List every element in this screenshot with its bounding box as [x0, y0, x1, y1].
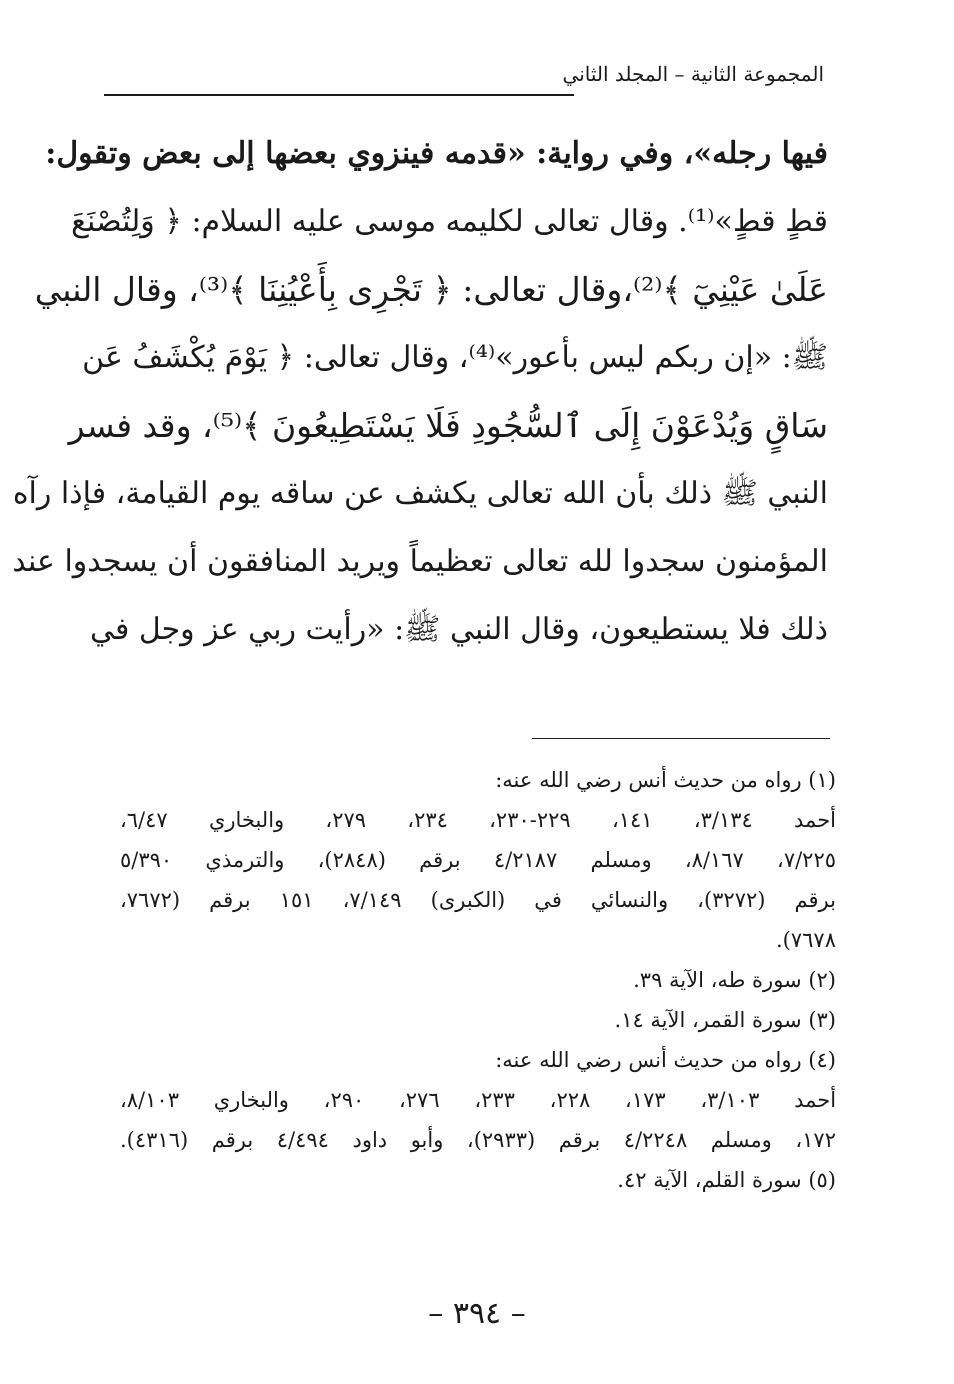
- footnote-line: (٤) رواه من حديث أنس رضي الله عنه:: [495, 1048, 836, 1072]
- main-text: [12, 120, 828, 664]
- footnote-line: أحمد ٣/١٠٣، ١٧٣، ٢٢٨، ٢٣٣، ٢٧٦، ٢٩٠، والبخاري ٨/١٠٣،: [120, 1088, 837, 1112]
- footnote-line: (١) رواه من حديث أنس رضي الله عنه:: [495, 768, 836, 792]
- body-line: عَلَىٰ عَيْنِيٓ ﴾⁽²⁾،وقال تعالى: ﴿ تَجْرِى بِأَعْيُنِنَا ﴾⁽³⁾، وقال النبي: [34, 270, 828, 309]
- footnote-line: (٢) سورة طه، الآية ٣٩.: [633, 968, 836, 992]
- body-line: قطٍ قطٍ»⁽¹⁾. وقال تعالى لكليمه موسى عليه السلام: ﴿ وَلِتُصْنَعَ: [71, 204, 828, 239]
- footnote-line: ٧٦٧٨).: [776, 928, 836, 952]
- running-header: [104, 60, 824, 100]
- header-rule: [104, 94, 574, 96]
- footnotes: [120, 760, 836, 1200]
- body-line: المؤمنون سجدوا لله تعالى تعظيماً ويريد المنافقون أن يسجدوا عند: [12, 544, 828, 579]
- footnote-line: ٧/٢٢٥، ٨/١٦٧، ومسلم ٤/٢١٨٧ برقم (٢٨٤٨)، والترمذي ٥/٣٩٠: [120, 848, 837, 872]
- header-title: المجموعة الثانية – المجلد الثاني: [562, 62, 824, 86]
- body-line: سَاقٍ وَيُدْعَوْنَ إِلَى ٱلسُّجُودِ فَلَا يَسْتَطِيعُونَ ﴾⁽⁵⁾، وقد فسر: [68, 406, 828, 445]
- footnote-separator: [532, 738, 830, 739]
- body-line: النبي ﷺ ذلك بأن الله تعالى يكشف عن ساقه يوم القيامة، فإذا رآه: [12, 476, 828, 511]
- footnote-line: أحمد ٣/١٣٤، ١٤١، ٢٢٩-٢٣٠، ٢٣٤، ٢٧٩، والبخاري ٦/٤٧،: [120, 808, 837, 832]
- body-line: فيها رجله»، وفي رواية: «قدمه فينزوي بعضها إلى بعض وتقول:: [45, 136, 828, 171]
- page-number: – ٣٩٤ –: [428, 1296, 526, 1331]
- footnote-line: برقم (٣٢٧٢)، والنسائي في (الكبرى) ٧/١٤٩، ١٥١ برقم (٧٦٧٢،: [120, 888, 836, 912]
- footnote-line: (٣) سورة القمر، الآية ١٤.: [614, 1008, 836, 1032]
- footnote-line: ١٧٢، ومسلم ٤/٢٢٤٨ برقم (٢٩٣٣)، وأبو داود ٤/٤٩٤ برقم (٤٣١٦).: [120, 1128, 836, 1152]
- body-line: ذلك فلا يستطيعون، وقال النبي ﷺ: «رأيت ربي عز وجل في: [90, 612, 828, 647]
- footnote-line: (٥) سورة القلم، الآية ٤٢.: [617, 1168, 836, 1192]
- body-line: ﷺ: «إن ربكم ليس بأعور»⁽⁴⁾، وقال تعالى: ﴿ يَوْمَ يُكْشَفُ عَن: [82, 340, 828, 375]
